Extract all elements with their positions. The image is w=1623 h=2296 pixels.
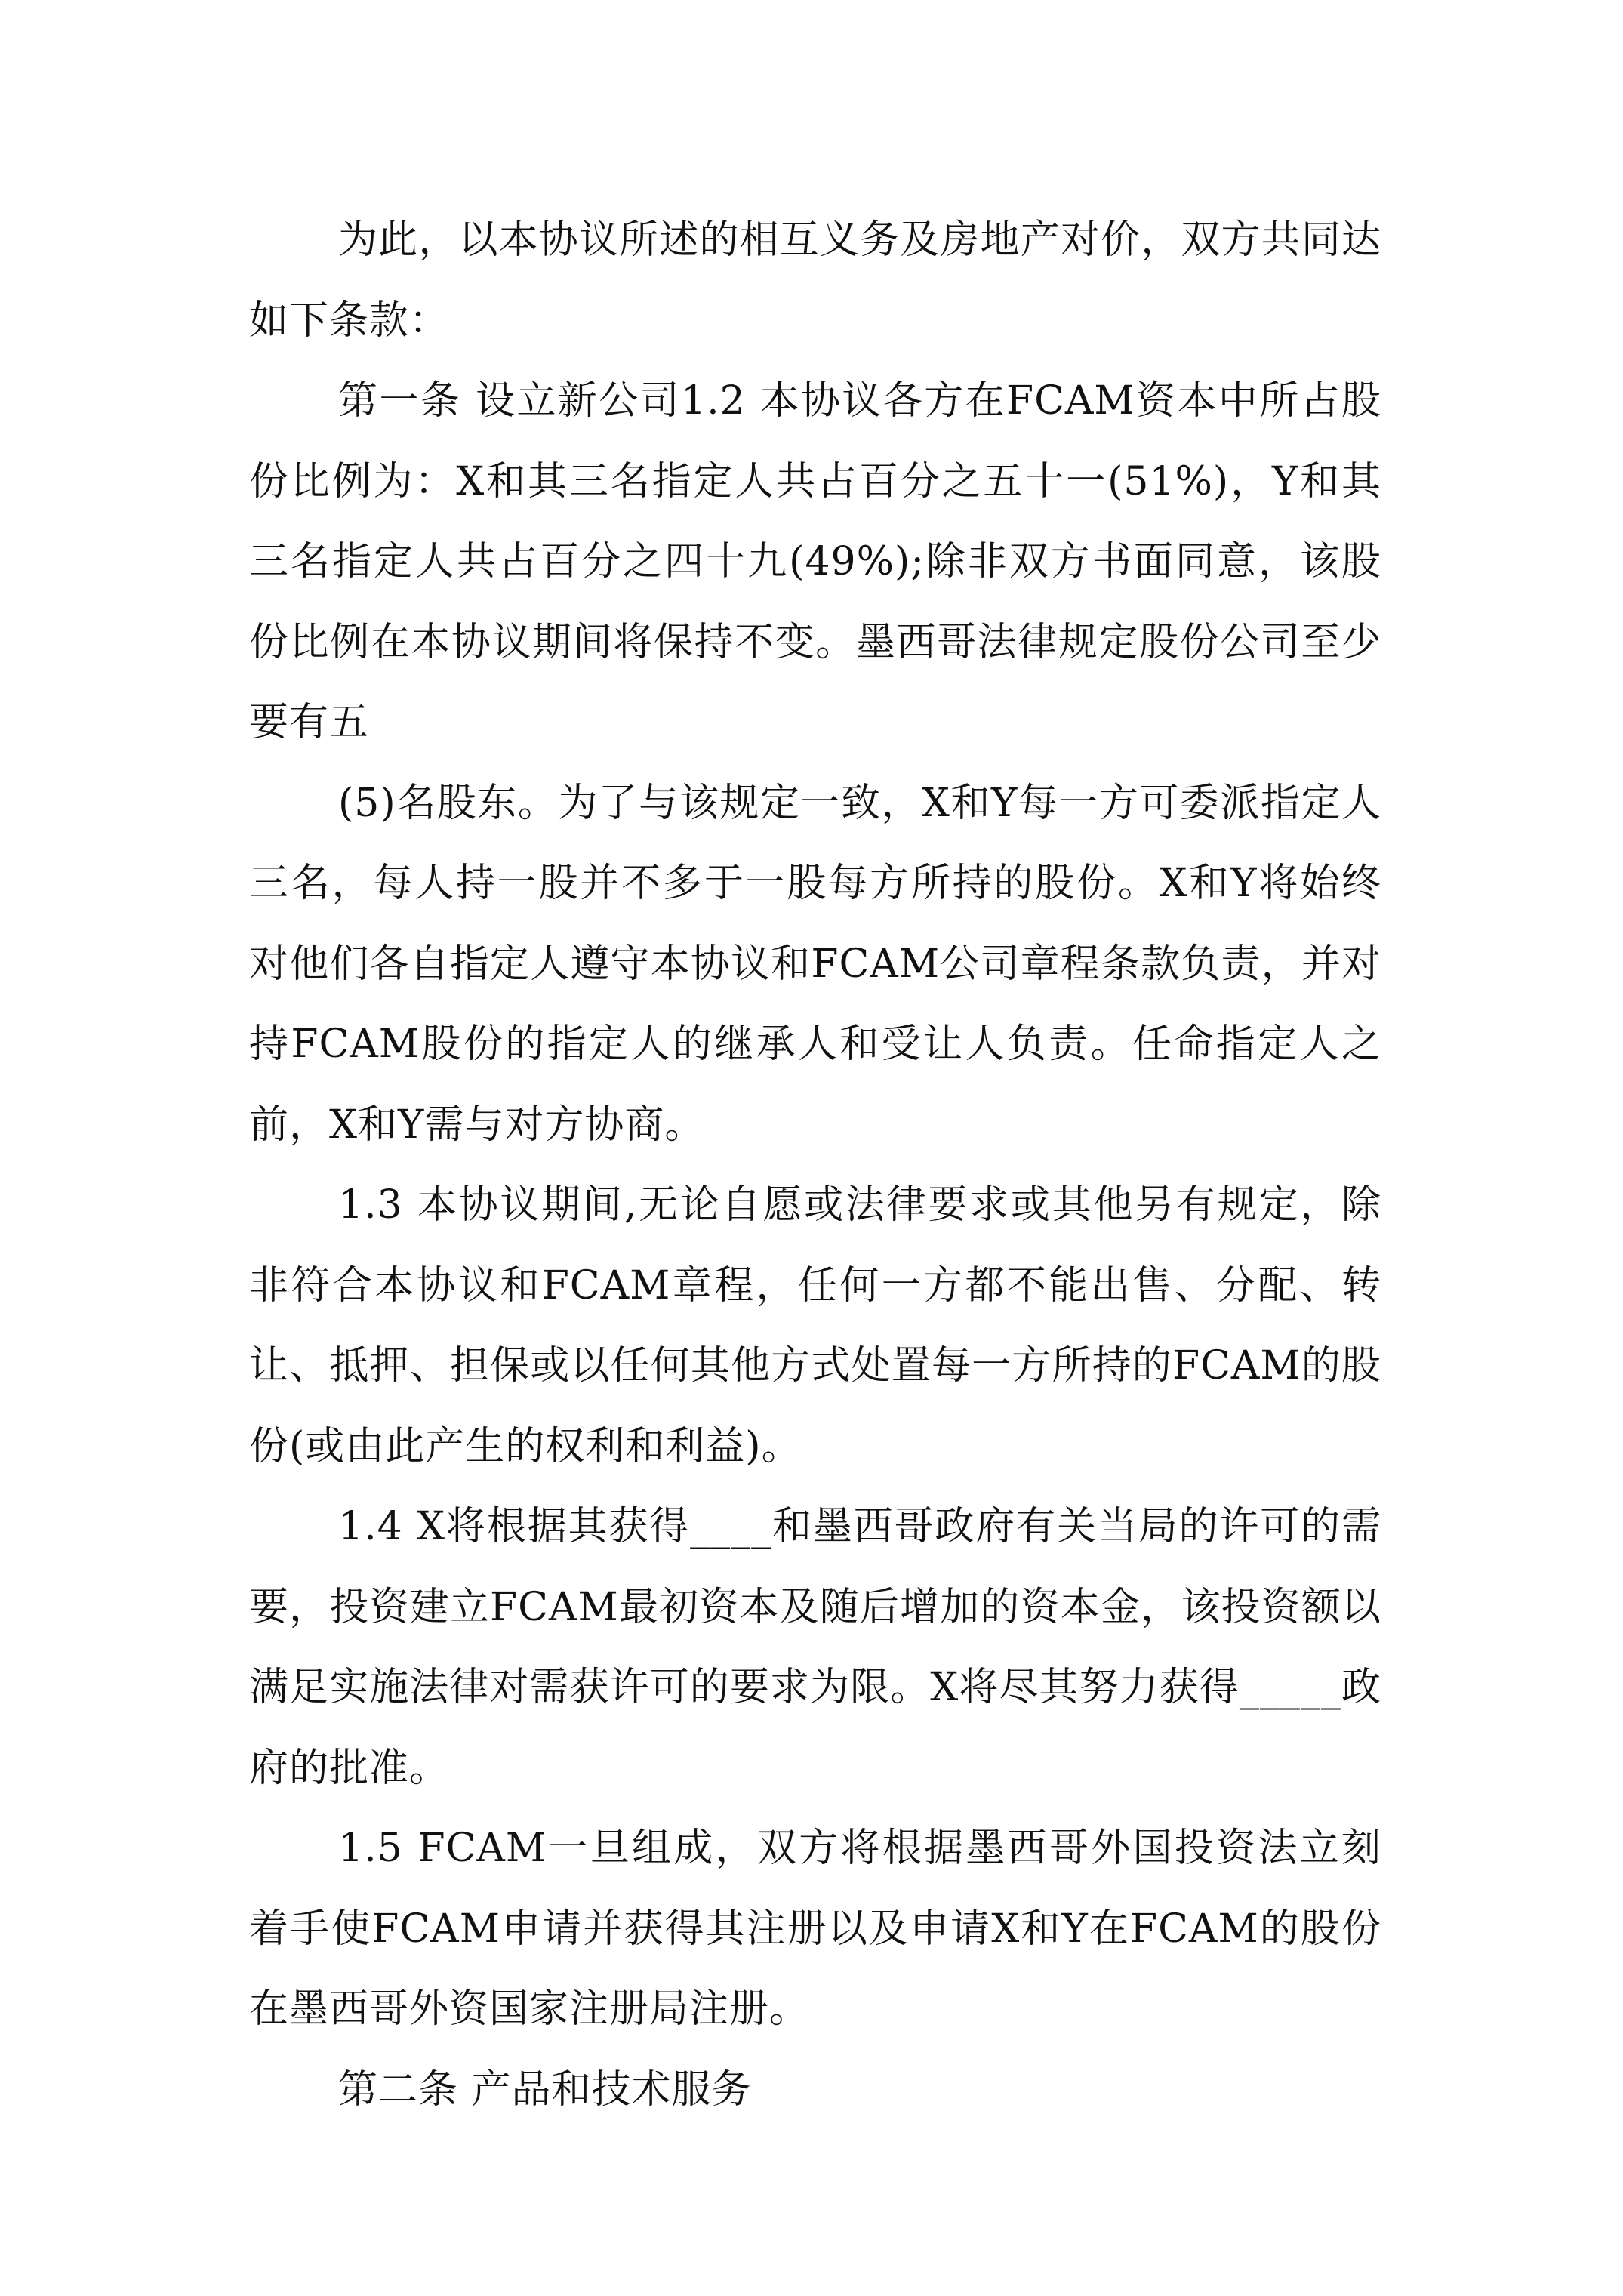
paragraph-clause-1-5: 1.5 FCAM一旦组成，双方将根据墨西哥外国投资法立刻着手使FCAM申请并获得其注册以及申请X和Y在FCAM的股份在墨西哥外资国家注册局注册。 [249,1826,1381,2032]
paragraph-clause-1-3: 1.3 本协议期间,无论自愿或法律要求或其他另有规定，除非符合本协议和FCAM章程，任何一方都不能出售、分配、转让、抵押、担保或以任何其他方式处置每一方所持的FCAM的股份(或由此产生的权利和利益)。 [249,1182,1381,1469]
document-body [249,200,1381,2130]
paragraph-clause-1-4: 1.4 X将根据其获得____和墨西哥政府有关当局的许可的需要，投资建立FCAM最初资本及随后增加的资本金，该投资额以满足实施法律对需获许可的要求为限。X将尽其努力获得_____政府的批准。 [249,1504,1381,1791]
paragraph-article-2-heading: 第二条 产品和技术服务 [338,2066,752,2113]
paragraph-nominees: (5)名股东。为了与该规定一致，X和Y每一方可委派指定人三名，每人持一股并不多于一股每方所持的股份。X和Y将始终对他们各自指定人遵守本协议和FCAM公司章程条款负责，并对持FCAM股份的指定人的继承人和受让人负责。任命指定人之前，X和Y需与对方协商。 [249,780,1381,1148]
paragraph-article-1: 第一条 设立新公司1.2 本协议各方在FCAM资本中所占股份比例为：X和其三名指定人共占百分之五十一(51%)，Y和其三名指定人共占百分之四十九(49%);除非双方书面同意，该股份比例在本协议期间将保持不变。墨西哥法律规定股份公司至少要有五 [249,378,1381,745]
paragraph-preamble: 为此，以本协议所述的相互义务及房地产对价，双方共同达如下条款： [249,217,1381,344]
